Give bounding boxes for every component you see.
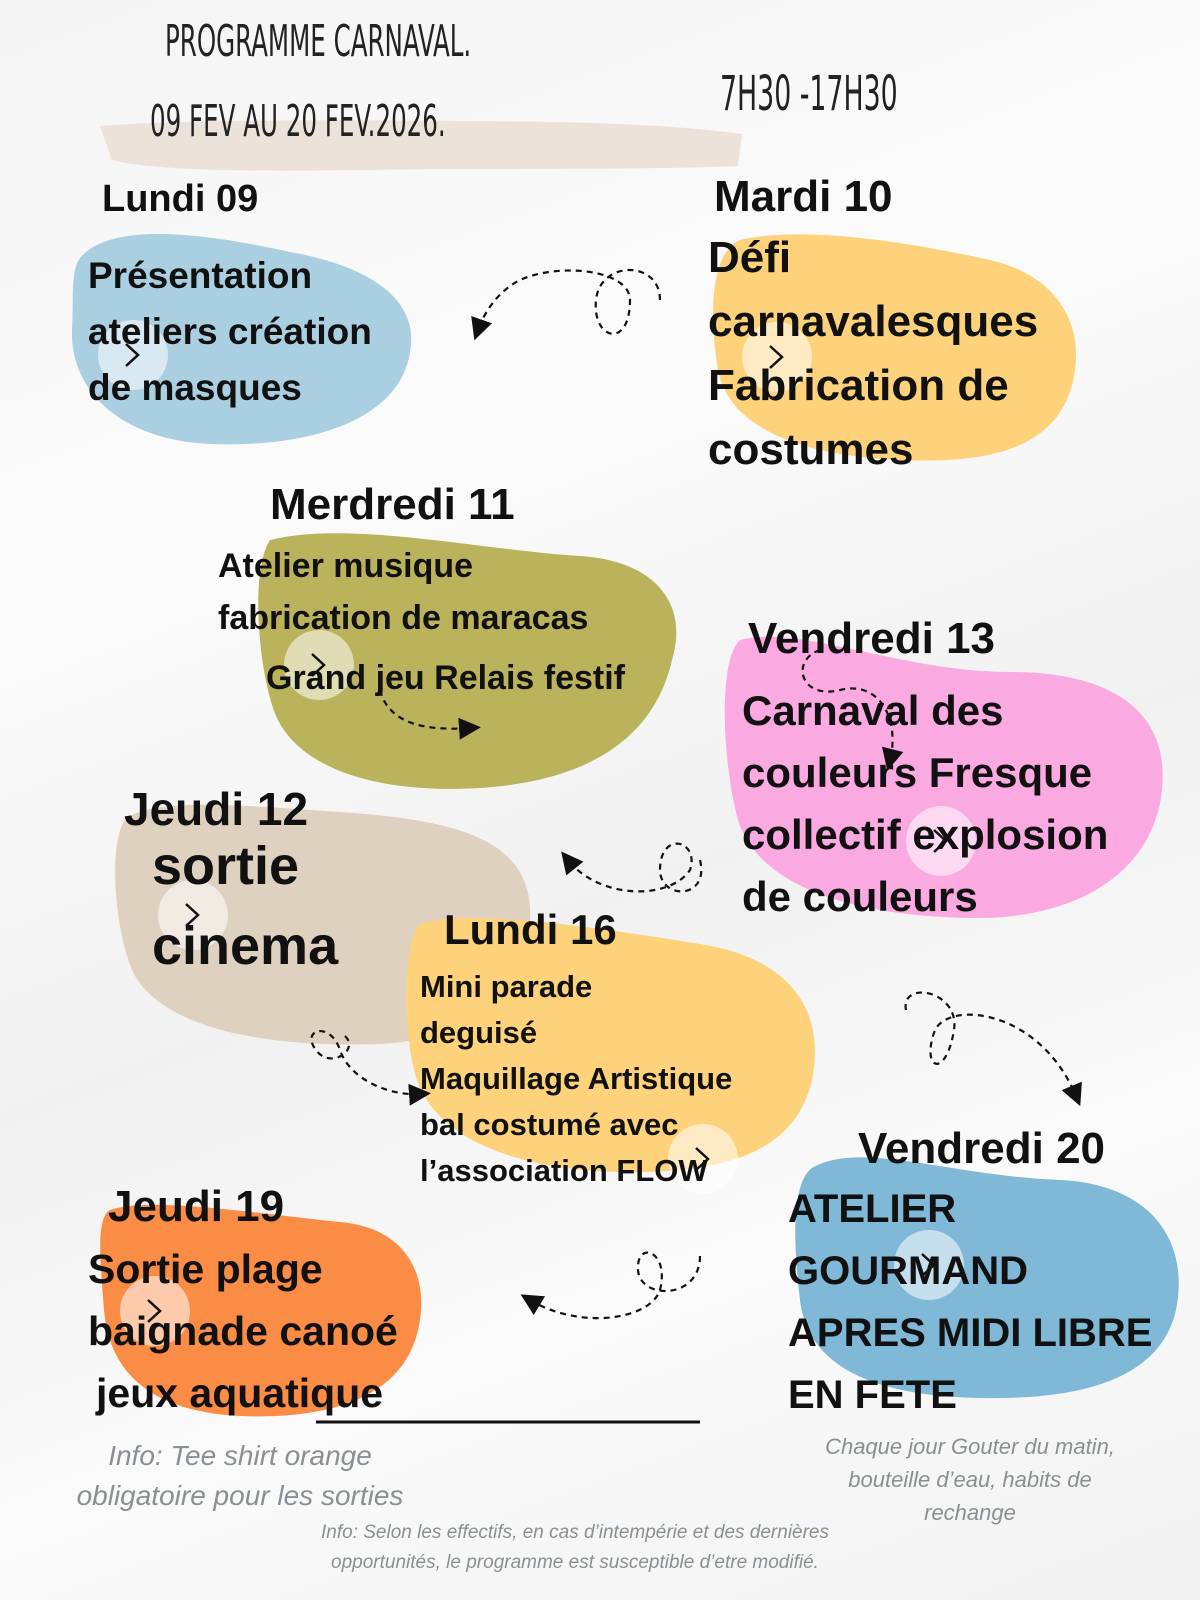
info-bottom xyxy=(250,1518,900,1578)
activity-line: GOURMAND xyxy=(788,1249,1028,1293)
activity-line: Atelier musique xyxy=(218,547,474,585)
day-label-vendredi-13: Vendredi 13 xyxy=(748,614,996,663)
activity-line: Fabrication de xyxy=(708,361,1009,410)
activity-vendredi-13 xyxy=(742,680,1108,928)
program-title: PROGRAMME CARNAVAL. xyxy=(165,16,472,67)
activity-line: Mini parade xyxy=(420,969,593,1004)
dashed-arrow-icon xyxy=(311,1031,420,1094)
activity-line: sortie xyxy=(152,836,300,896)
info-line: Info: Tee shirt orange xyxy=(108,1440,372,1471)
day-label-jeudi-12: Jeudi 12 xyxy=(124,783,309,835)
day-label-lundi-16: Lundi 16 xyxy=(444,906,617,953)
activity-line: fabrication de maracas xyxy=(218,599,589,637)
activity-line: baignade canoé xyxy=(88,1308,398,1354)
activity-jeudi-19 xyxy=(88,1238,398,1424)
day-label-lundi-09: Lundi 09 xyxy=(102,178,259,220)
info-line: rechange xyxy=(924,1500,1016,1525)
activity-vendredi-20 xyxy=(788,1178,1152,1426)
activity-line: de couleurs xyxy=(742,873,978,920)
activity-line: Sortie plage xyxy=(88,1246,323,1292)
activity-line: jeux aquatique xyxy=(96,1370,384,1416)
activity-lundi-09 xyxy=(88,248,372,416)
info-line: Chaque jour Gouter du matin, xyxy=(825,1434,1115,1459)
activity-line: l’association FLOW xyxy=(420,1153,708,1188)
activity-line: ateliers création xyxy=(88,311,372,352)
activity-line: Carnaval des xyxy=(742,687,1004,734)
program-hours: 7H30 -17H30 xyxy=(720,66,898,122)
activity-line: Présentation xyxy=(88,255,313,296)
activity-mardi-10 xyxy=(708,226,1038,482)
activity-mercredi-11 xyxy=(218,540,625,704)
info-right xyxy=(790,1430,1150,1529)
activity-line: carnavalesques xyxy=(708,297,1039,346)
day-label-vendredi-20: Vendredi 20 xyxy=(858,1124,1106,1173)
activity-line: EN FETE xyxy=(788,1373,957,1417)
activity-line: Grand jeu Relais festif xyxy=(266,659,625,697)
info-line: bouteille d’eau, habits de xyxy=(848,1467,1092,1492)
info-line: obligatoire pour les sorties xyxy=(76,1480,404,1511)
info-line: opportunités, le programme est susceptible d’etre modifié. xyxy=(331,1552,819,1573)
dashed-arrow-icon xyxy=(530,1253,700,1319)
dashed-arrow-icon xyxy=(478,270,660,334)
activity-line: Défi xyxy=(708,233,792,282)
activity-line: bal costumé avec xyxy=(420,1107,679,1142)
activity-jeudi-12 xyxy=(152,826,338,986)
activity-line: couleurs Fresque xyxy=(742,749,1093,796)
activity-lundi-16 xyxy=(420,964,732,1194)
day-label-jeudi-19: Jeudi 19 xyxy=(108,1182,285,1231)
activity-line: de masques xyxy=(88,367,302,408)
dashed-arrow-icon xyxy=(906,993,1076,1096)
activity-line: deguisé xyxy=(420,1015,538,1050)
day-label-mercredi-11: Merdredi 11 xyxy=(270,480,515,529)
activity-line: costumes xyxy=(708,425,914,474)
program-dates: 09 FEV AU 20 FEV.2026. xyxy=(150,96,446,147)
day-label-mardi-10: Mardi 10 xyxy=(714,172,893,221)
activity-line: APRES MIDI LIBRE xyxy=(788,1311,1153,1355)
info-line: Info: Selon les effectifs, en cas d’intempérie et des dernières xyxy=(321,1522,829,1543)
dashed-arrow-icon xyxy=(568,844,701,892)
activity-line: cinema xyxy=(152,916,339,976)
activity-line: ATELIER xyxy=(788,1187,957,1231)
activity-line: collectif explosion xyxy=(742,811,1109,858)
activity-line: Maquillage Artistique xyxy=(420,1061,733,1096)
info-left xyxy=(40,1436,440,1516)
